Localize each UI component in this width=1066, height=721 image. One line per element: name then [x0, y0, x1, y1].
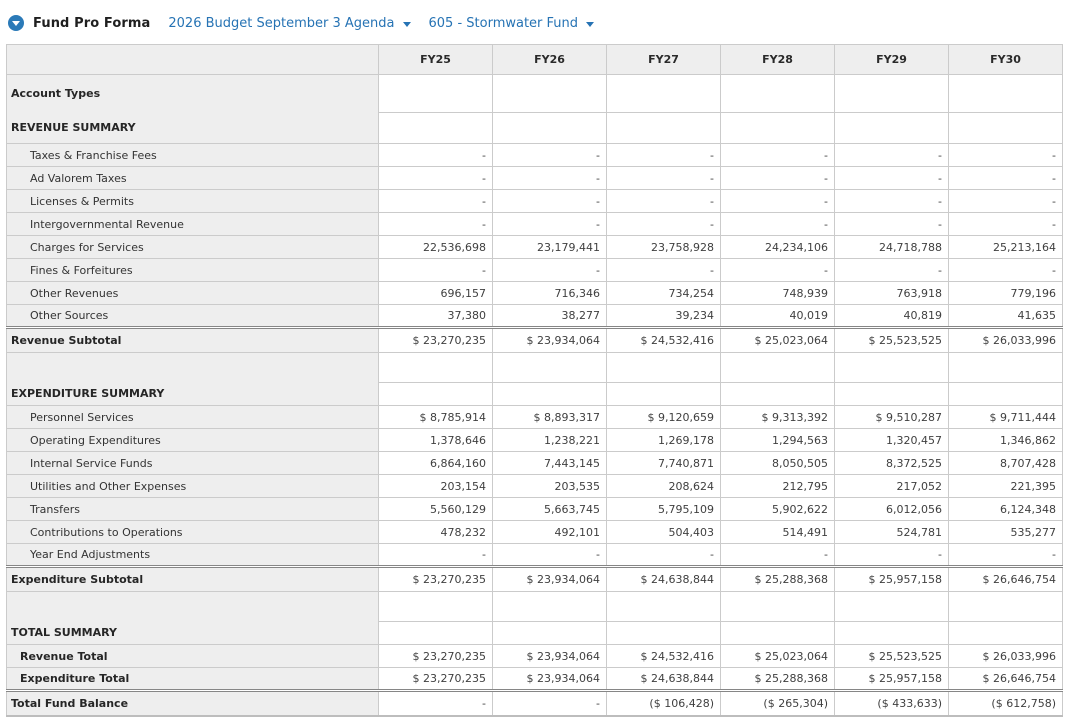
value-cell-fy25: 203,154: [379, 475, 493, 498]
value-cell-fy27: -: [607, 167, 721, 190]
value-cell-fy26: $ 23,934,064: [493, 567, 607, 592]
value-cell-fy25: -: [379, 544, 493, 567]
empty-cell-fy26: [493, 353, 607, 383]
row-label: Taxes & Franchise Fees: [7, 144, 379, 167]
value-cell-fy29: $ 25,523,525: [835, 645, 949, 668]
value-cell-fy29: 524,781: [835, 521, 949, 544]
value-cell-fy25: $ 23,270,235: [379, 668, 493, 691]
value-cell-fy25: 478,232: [379, 521, 493, 544]
value-cell-fy27: 1,269,178: [607, 429, 721, 452]
value-cell-fy29: 40,819: [835, 305, 949, 328]
value-cell-fy27: [607, 113, 721, 144]
table-row: [7, 113, 1063, 144]
empty-cell-fy29: [835, 592, 949, 622]
value-cell-fy30: $ 26,646,754: [949, 567, 1063, 592]
value-cell-fy25: 696,157: [379, 282, 493, 305]
row-label: Revenue Total: [7, 645, 379, 668]
row-label: Transfers: [7, 498, 379, 521]
row-label: TOTAL SUMMARY: [7, 592, 379, 645]
empty-cell-fy26: [493, 592, 607, 622]
value-cell-fy25: 37,380: [379, 305, 493, 328]
value-cell-fy29: 217,052: [835, 475, 949, 498]
empty-cell-fy28: [721, 383, 835, 406]
table-row: [7, 452, 1063, 475]
table-row: [7, 236, 1063, 259]
table-row: [7, 167, 1063, 190]
value-cell-fy30: $ 26,033,996: [949, 328, 1063, 353]
table-row: [7, 544, 1063, 567]
value-cell-fy26: $ 8,893,317: [493, 406, 607, 429]
row-label: Other Revenues: [7, 282, 379, 305]
value-cell-fy25: 1,378,646: [379, 429, 493, 452]
value-cell-fy27: 23,758,928: [607, 236, 721, 259]
value-cell-fy30: ($ 612,758): [949, 691, 1063, 716]
chevron-down-icon: [403, 22, 411, 27]
value-cell-fy27: ($ 106,428): [607, 691, 721, 716]
column-header-fy26: FY26: [493, 45, 607, 75]
value-cell-fy30: -: [949, 190, 1063, 213]
value-cell-fy29: -: [835, 190, 949, 213]
value-cell-fy25: [379, 113, 493, 144]
value-cell-fy25: -: [379, 190, 493, 213]
value-cell-fy27: -: [607, 213, 721, 236]
value-cell-fy25: $ 23,270,235: [379, 645, 493, 668]
value-cell-fy29: 1,320,457: [835, 429, 949, 452]
row-label: Personnel Services: [7, 406, 379, 429]
value-cell-fy30: [949, 75, 1063, 113]
value-cell-fy28: ($ 265,304): [721, 691, 835, 716]
row-label: Year End Adjustments: [7, 544, 379, 567]
empty-cell-fy25: [379, 353, 493, 383]
value-cell-fy30: 6,124,348: [949, 498, 1063, 521]
value-cell-fy26: -: [493, 144, 607, 167]
value-cell-fy27: $ 24,532,416: [607, 328, 721, 353]
empty-cell-fy27: [607, 383, 721, 406]
value-cell-fy30: [949, 113, 1063, 144]
value-cell-fy28: 5,902,622: [721, 498, 835, 521]
value-cell-fy30: -: [949, 544, 1063, 567]
table-row: [7, 521, 1063, 544]
value-cell-fy26: $ 23,934,064: [493, 645, 607, 668]
value-cell-fy25: -: [379, 144, 493, 167]
value-cell-fy27: 208,624: [607, 475, 721, 498]
value-cell-fy28: -: [721, 144, 835, 167]
empty-cell-fy29: [835, 622, 949, 645]
row-label: REVENUE SUMMARY: [7, 113, 379, 144]
value-cell-fy30: 8,707,428: [949, 452, 1063, 475]
value-cell-fy29: 8,372,525: [835, 452, 949, 475]
value-cell-fy27: $ 9,120,659: [607, 406, 721, 429]
value-cell-fy26: -: [493, 190, 607, 213]
row-label: Revenue Subtotal: [7, 328, 379, 353]
budget-dropdown[interactable]: [168, 16, 410, 31]
value-cell-fy29: -: [835, 144, 949, 167]
value-cell-fy29: $ 25,957,158: [835, 567, 949, 592]
value-cell-fy28: 24,234,106: [721, 236, 835, 259]
column-header-fy27: FY27: [607, 45, 721, 75]
chevron-down-circle-icon[interactable]: [8, 15, 24, 31]
value-cell-fy28: -: [721, 167, 835, 190]
page-header: [0, 0, 1066, 36]
value-cell-fy28: $ 25,023,064: [721, 645, 835, 668]
value-cell-fy28: -: [721, 544, 835, 567]
value-cell-fy30: -: [949, 259, 1063, 282]
empty-cell-fy28: [721, 622, 835, 645]
value-cell-fy29: [835, 113, 949, 144]
value-cell-fy25: -: [379, 167, 493, 190]
value-cell-fy27: 7,740,871: [607, 452, 721, 475]
value-cell-fy26: $ 23,934,064: [493, 328, 607, 353]
value-cell-fy26: $ 23,934,064: [493, 668, 607, 691]
row-label: Expenditure Subtotal: [7, 567, 379, 592]
proforma-table-container: [6, 44, 1063, 717]
value-cell-fy30: -: [949, 144, 1063, 167]
row-label: Charges for Services: [7, 236, 379, 259]
column-header-fy30: FY30: [949, 45, 1063, 75]
row-label: Account Types: [7, 75, 379, 113]
value-cell-fy30: 41,635: [949, 305, 1063, 328]
row-label: Contributions to Operations: [7, 521, 379, 544]
value-cell-fy27: 734,254: [607, 282, 721, 305]
value-cell-fy28: -: [721, 259, 835, 282]
empty-cell-fy25: [379, 622, 493, 645]
table-row: [7, 691, 1063, 716]
value-cell-fy29: 763,918: [835, 282, 949, 305]
value-cell-fy28: 40,019: [721, 305, 835, 328]
value-cell-fy26: -: [493, 213, 607, 236]
value-cell-fy28: -: [721, 213, 835, 236]
value-cell-fy27: $ 24,532,416: [607, 645, 721, 668]
table-row: [7, 259, 1063, 282]
row-label: Intergovernmental Revenue: [7, 213, 379, 236]
value-cell-fy27: 39,234: [607, 305, 721, 328]
value-cell-fy26: 203,535: [493, 475, 607, 498]
row-label: Licenses & Permits: [7, 190, 379, 213]
value-cell-fy29: $ 25,957,158: [835, 668, 949, 691]
empty-cell-fy30: [949, 622, 1063, 645]
value-cell-fy30: 221,395: [949, 475, 1063, 498]
value-cell-fy30: 535,277: [949, 521, 1063, 544]
value-cell-fy27: -: [607, 544, 721, 567]
value-cell-fy30: -: [949, 213, 1063, 236]
value-cell-fy26: 492,101: [493, 521, 607, 544]
fund-dropdown-label: 605 - Stormwater Fund: [428, 15, 579, 31]
value-cell-fy29: 24,718,788: [835, 236, 949, 259]
value-cell-fy29: -: [835, 544, 949, 567]
table-row: [7, 328, 1063, 353]
value-cell-fy27: $ 24,638,844: [607, 567, 721, 592]
row-label: Expenditure Total: [7, 668, 379, 691]
value-cell-fy28: $ 9,313,392: [721, 406, 835, 429]
table-row: [7, 567, 1063, 592]
section-spacer-row: [7, 592, 1063, 622]
empty-cell-fy26: [493, 383, 607, 406]
empty-cell-fy30: [949, 383, 1063, 406]
value-cell-fy30: $ 26,033,996: [949, 645, 1063, 668]
empty-cell-fy29: [835, 353, 949, 383]
value-cell-fy28: 8,050,505: [721, 452, 835, 475]
value-cell-fy30: 25,213,164: [949, 236, 1063, 259]
value-cell-fy25: -: [379, 213, 493, 236]
empty-cell-fy27: [607, 353, 721, 383]
value-cell-fy29: 6,012,056: [835, 498, 949, 521]
value-cell-fy25: 5,560,129: [379, 498, 493, 521]
value-cell-fy28: $ 25,023,064: [721, 328, 835, 353]
table-row: [7, 75, 1063, 113]
table-row: [7, 475, 1063, 498]
value-cell-fy30: 1,346,862: [949, 429, 1063, 452]
value-cell-fy25: [379, 75, 493, 113]
value-cell-fy28: $ 25,288,368: [721, 668, 835, 691]
chevron-down-icon: [586, 22, 594, 27]
value-cell-fy27: 504,403: [607, 521, 721, 544]
empty-cell-fy27: [607, 622, 721, 645]
value-cell-fy26: 1,238,221: [493, 429, 607, 452]
fund-dropdown[interactable]: [429, 16, 595, 31]
proforma-table: [6, 44, 1063, 717]
value-cell-fy25: $ 23,270,235: [379, 328, 493, 353]
page-title: Fund Pro Forma: [33, 15, 151, 31]
row-label: Operating Expenditures: [7, 429, 379, 452]
value-cell-fy26: 5,663,745: [493, 498, 607, 521]
value-cell-fy27: $ 24,638,844: [607, 668, 721, 691]
row-label: Total Fund Balance: [7, 691, 379, 716]
row-label: Fines & Forfeitures: [7, 259, 379, 282]
value-cell-fy28: $ 25,288,368: [721, 567, 835, 592]
value-cell-fy26: -: [493, 167, 607, 190]
value-cell-fy26: [493, 113, 607, 144]
chevron-glyph: [12, 21, 20, 26]
value-cell-fy25: -: [379, 691, 493, 716]
table-row: [7, 282, 1063, 305]
value-cell-fy25: $ 8,785,914: [379, 406, 493, 429]
value-cell-fy28: [721, 113, 835, 144]
value-cell-fy25: 6,864,160: [379, 452, 493, 475]
row-label: EXPENDITURE SUMMARY: [7, 353, 379, 406]
column-header-fy29: FY29: [835, 45, 949, 75]
budget-dropdown-label: 2026 Budget September 3 Agenda: [168, 15, 395, 31]
table-row: [7, 668, 1063, 691]
empty-cell-fy27: [607, 592, 721, 622]
column-header-row: [7, 45, 1063, 75]
table-row: [7, 406, 1063, 429]
empty-cell-fy26: [493, 622, 607, 645]
empty-cell-fy28: [721, 592, 835, 622]
row-label: Ad Valorem Taxes: [7, 167, 379, 190]
row-label: Utilities and Other Expenses: [7, 475, 379, 498]
column-header-fy28: FY28: [721, 45, 835, 75]
proforma-table-body: [7, 75, 1063, 716]
table-row: [7, 498, 1063, 521]
value-cell-fy27: 5,795,109: [607, 498, 721, 521]
value-cell-fy27: -: [607, 144, 721, 167]
value-cell-fy25: -: [379, 259, 493, 282]
value-cell-fy29: -: [835, 167, 949, 190]
table-row: [7, 144, 1063, 167]
value-cell-fy26: [493, 75, 607, 113]
value-cell-fy26: -: [493, 544, 607, 567]
value-cell-fy26: 716,346: [493, 282, 607, 305]
table-row: [7, 645, 1063, 668]
value-cell-fy28: [721, 75, 835, 113]
value-cell-fy29: ($ 433,633): [835, 691, 949, 716]
value-cell-fy27: -: [607, 190, 721, 213]
value-cell-fy26: 7,443,145: [493, 452, 607, 475]
empty-cell-fy25: [379, 592, 493, 622]
corner-cell: [7, 45, 379, 75]
value-cell-fy29: $ 9,510,287: [835, 406, 949, 429]
value-cell-fy29: $ 25,523,525: [835, 328, 949, 353]
row-label: Internal Service Funds: [7, 452, 379, 475]
value-cell-fy27: [607, 75, 721, 113]
value-cell-fy25: $ 23,270,235: [379, 567, 493, 592]
table-row: [7, 429, 1063, 452]
table-row: [7, 305, 1063, 328]
value-cell-fy25: 22,536,698: [379, 236, 493, 259]
section-spacer-row: [7, 353, 1063, 383]
value-cell-fy29: -: [835, 213, 949, 236]
empty-cell-fy30: [949, 353, 1063, 383]
empty-cell-fy25: [379, 383, 493, 406]
value-cell-fy28: 514,491: [721, 521, 835, 544]
column-header-fy25: FY25: [379, 45, 493, 75]
value-cell-fy26: 23,179,441: [493, 236, 607, 259]
table-row: [7, 213, 1063, 236]
empty-cell-fy30: [949, 592, 1063, 622]
value-cell-fy28: -: [721, 190, 835, 213]
value-cell-fy30: 779,196: [949, 282, 1063, 305]
value-cell-fy26: 38,277: [493, 305, 607, 328]
empty-cell-fy29: [835, 383, 949, 406]
table-row: [7, 190, 1063, 213]
value-cell-fy26: -: [493, 691, 607, 716]
value-cell-fy26: -: [493, 259, 607, 282]
value-cell-fy28: 212,795: [721, 475, 835, 498]
value-cell-fy29: [835, 75, 949, 113]
value-cell-fy27: -: [607, 259, 721, 282]
value-cell-fy28: 1,294,563: [721, 429, 835, 452]
value-cell-fy28: 748,939: [721, 282, 835, 305]
value-cell-fy30: -: [949, 167, 1063, 190]
value-cell-fy30: $ 9,711,444: [949, 406, 1063, 429]
row-label: Other Sources: [7, 305, 379, 328]
value-cell-fy30: $ 26,646,754: [949, 668, 1063, 691]
value-cell-fy29: -: [835, 259, 949, 282]
empty-cell-fy28: [721, 353, 835, 383]
